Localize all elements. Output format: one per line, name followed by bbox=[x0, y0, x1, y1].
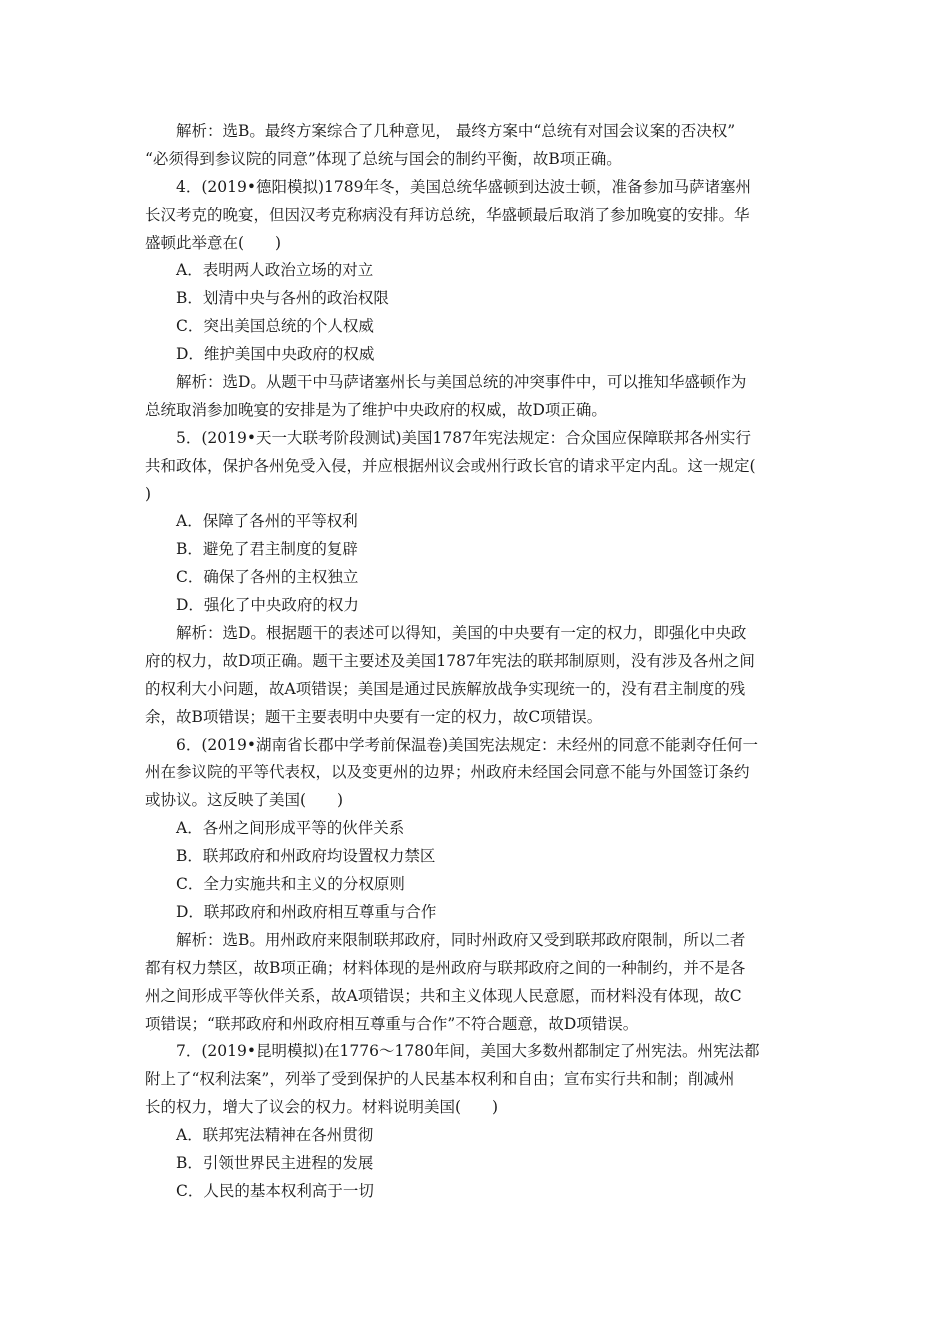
document-page bbox=[145, 118, 813, 1206]
text-line: 州之间形成平等伙伴关系，故A项错误；共和主义体现人民意愿，而材料没有体现，故C bbox=[145, 986, 742, 1005]
text-line: 共和政体，保护各州免受入侵，并应根据州议会或州行政长官的请求平定内乱。这一规定( bbox=[145, 456, 756, 475]
text-line: 4．(2019•德阳模拟)1789年冬，美国总统华盛顿到达波士顿，准备参加马萨诸塞州 bbox=[176, 177, 751, 196]
text-line: 附上了“权利法案”，列举了受到保护的人民基本权利和自由；宣布实行共和制；削减州 bbox=[145, 1070, 735, 1089]
text-line: 的权利大小问题，故A项错误；美国是通过民族解放战争实现统一的，没有君主制度的残 bbox=[145, 679, 746, 698]
text-line: 项错误；“联邦政府和州政府相互尊重与合作”不符合题意，故D项错误。 bbox=[145, 1014, 639, 1033]
text-line: “必须得到参议院的同意”体现了总统与国会的制约平衡，故B项正确。 bbox=[145, 149, 622, 168]
text-line: D．强化了中央政府的权力 bbox=[176, 596, 359, 615]
text-line: 余，故B项错误；题干主要表明中央要有一定的权力，故C项错误。 bbox=[145, 707, 603, 726]
text-line: C．人民的基本权利高于一切 bbox=[176, 1181, 374, 1200]
text-line: B．避免了君主制度的复辟 bbox=[176, 540, 358, 559]
text-line: B．联邦政府和州政府均设置权力禁区 bbox=[176, 847, 436, 866]
text-line: 长的权力，增大了议会的权力。材料说明美国( ) bbox=[145, 1098, 499, 1117]
text-line: 都有权力禁区，故B项正确；材料体现的是州政府与联邦政府之间的一种制约，并不是各 bbox=[145, 958, 746, 977]
text-line: 解析：选B。最终方案综合了几种意见， 最终方案中“总统有对国会议案的否决权” bbox=[176, 122, 736, 140]
text-line: A．各州之间形成平等的伙伴关系 bbox=[176, 819, 405, 838]
text-line: 府的权力，故D项正确。题干主要述及美国1787年宪法的联邦制原则，没有涉及各州之间 bbox=[145, 651, 755, 670]
text-line: A．联邦宪法精神在各州贯彻 bbox=[176, 1126, 374, 1145]
text-line: 7．(2019•昆明模拟)在1776～1780年间，美国大多数州都制定了州宪法。州宪法都 bbox=[176, 1042, 760, 1061]
text-line: C．突出美国总统的个人权威 bbox=[176, 317, 374, 336]
text-line: A．表明两人政治立场的对立 bbox=[176, 261, 374, 280]
text-line: 总统取消参加晚宴的安排是为了维护中央政府的权威，故D项正确。 bbox=[145, 400, 607, 419]
text-line: 盛顿此举意在( ) bbox=[145, 233, 282, 252]
text-line: D．联邦政府和州政府相互尊重与合作 bbox=[176, 902, 437, 921]
text-line: D．维护美国中央政府的权威 bbox=[176, 345, 375, 364]
text-line: A．保障了各州的平等权利 bbox=[176, 512, 358, 531]
text-line: 解析：选D。从题干中马萨诸塞州长与美国总统的冲突事件中，可以推知华盛顿作为 bbox=[176, 373, 747, 392]
text-line: ) bbox=[145, 484, 152, 503]
text-line: C．确保了各州的主权独立 bbox=[176, 568, 359, 587]
text-line: 长汉考克的晚宴，但因汉考克称病没有拜访总统，华盛顿最后取消了参加晚宴的安排。华 bbox=[145, 205, 750, 224]
text-line: B．划清中央与各州的政治权限 bbox=[176, 289, 389, 308]
text-line: 解析：选D。根据题干的表述可以得知，美国的中央要有一定的权力，即强化中央政 bbox=[176, 624, 747, 643]
text-line: 或协议。这反映了美国( ) bbox=[145, 791, 344, 810]
text-line: 6．(2019•湖南省长郡中学考前保温卷)美国宪法规定：未经州的同意不能剥夺任何一 bbox=[176, 735, 759, 754]
text-line: B．引领世界民主进程的发展 bbox=[176, 1153, 374, 1172]
text-line: C．全力实施共和主义的分权原则 bbox=[176, 875, 405, 894]
text-line: 解析：选B。用州政府来限制联邦政府，同时州政府又受到联邦政府限制，所以二者 bbox=[176, 930, 746, 949]
text-line: 州在参议院的平等代表权，以及变更州的边界；州政府未经国会同意不能与外国签订条约 bbox=[145, 763, 750, 782]
text-line: 5．(2019•天一大联考阶段测试)美国1787年宪法规定：合众国应保障联邦各州实行 bbox=[176, 428, 751, 447]
